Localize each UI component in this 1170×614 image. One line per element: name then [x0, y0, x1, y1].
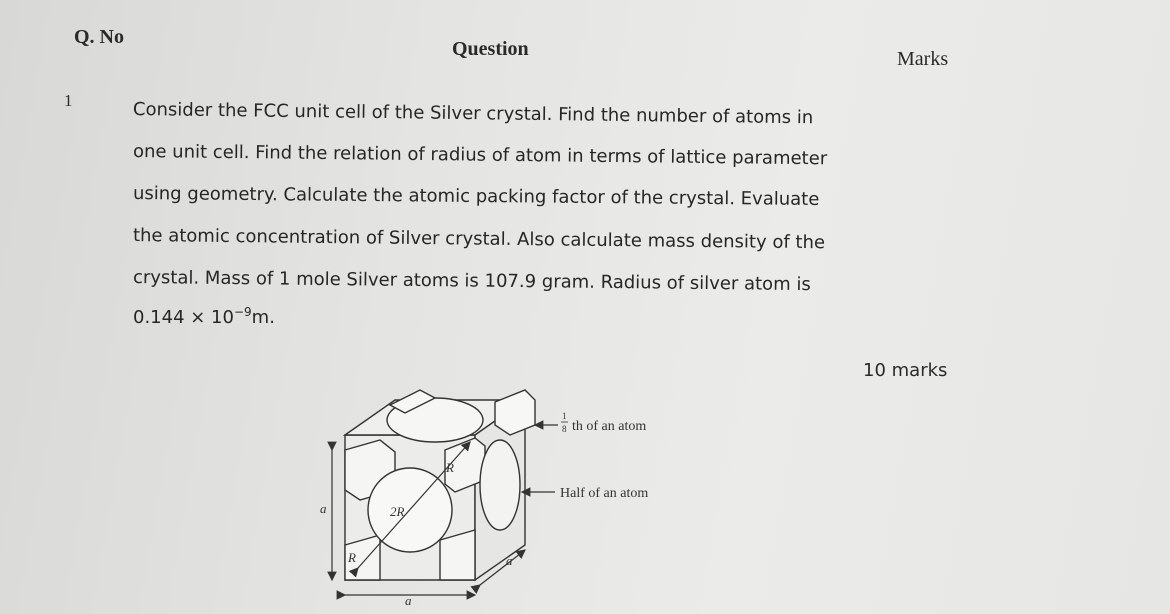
- corner-atom-top-right: [495, 390, 535, 435]
- eighth-atom-label: th of an atom: [572, 419, 647, 434]
- marks-value: 10 marks: [863, 360, 948, 381]
- label-r-top: R: [446, 460, 454, 475]
- question-line: one unit cell. Find the relation of radius of atom in terms of lattice parameter: [132, 141, 828, 170]
- label-r-bottom: R: [348, 550, 356, 565]
- header-marks: Marks: [897, 48, 949, 70]
- question-line: Consider the FCC unit cell of the Silver crystal. Find the number of atoms in: [132, 99, 814, 129]
- label-a-bottom: a: [405, 593, 412, 608]
- question-number: 1: [64, 91, 73, 110]
- fcc-unit-cell-figure: [310, 380, 690, 610]
- label-a-right: a: [506, 553, 513, 568]
- label-2r: 2R: [390, 504, 405, 519]
- half-atom-label: Half of an atom: [560, 486, 649, 501]
- header-question: Question: [452, 38, 529, 60]
- radius-value: 0.144 × 10: [133, 307, 234, 328]
- eighth-fraction-num: 1: [562, 411, 567, 421]
- question-line: the atomic concentration of Silver crystal. Also calculate mass density of the: [132, 225, 826, 254]
- question-line: using geometry. Calculate the atomic packing factor of the crystal. Evaluate: [132, 183, 820, 210]
- eighth-fraction-den: 8: [562, 424, 567, 434]
- radius-unit: m.: [251, 307, 275, 328]
- label-a-left: a: [320, 501, 327, 516]
- header-qno: Q. No: [74, 26, 124, 48]
- question-line-radius: [133, 305, 275, 328]
- question-line: crystal. Mass of 1 mole Silver atoms is 107.9 gram. Radius of silver atom is: [132, 267, 811, 296]
- radius-exponent: −9: [233, 305, 252, 319]
- side-face-half-atom: [480, 440, 520, 530]
